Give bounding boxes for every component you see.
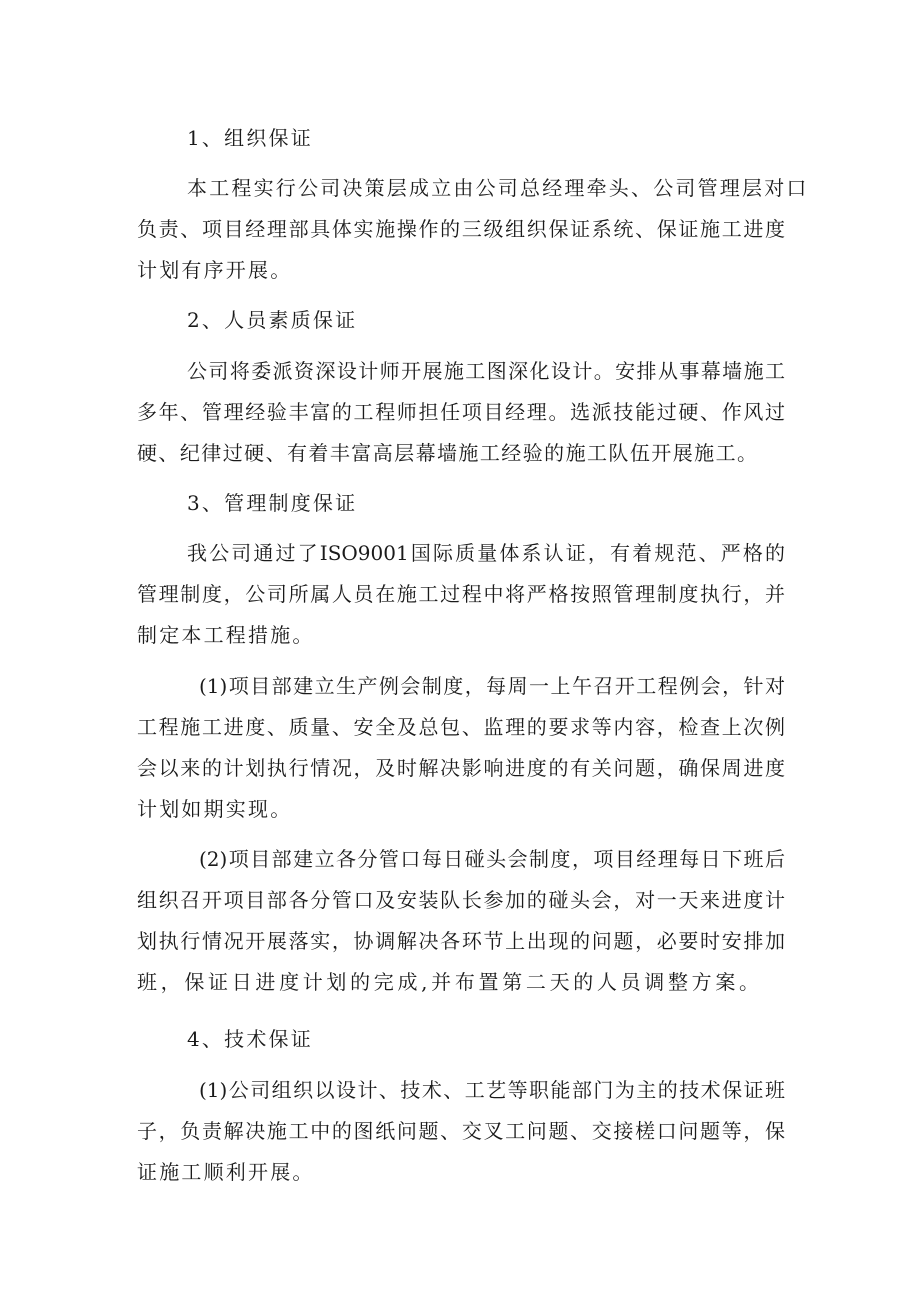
paragraph-line: 多年、管理经验丰富的工程师担任项目经理。选派技能过硬、作风过: [137, 400, 785, 424]
paragraph-line: 我公司通过了ISO9001国际质量体系认证，有着规范、严格的: [187, 541, 785, 565]
list-item-line: 组织召开项目部各分管口及安装队长参加的碰头会，对一天来进度计: [137, 888, 785, 912]
list-item-line: (2)项目部建立各分管口每日碰头会制度，项目经理每日下班后: [199, 847, 785, 871]
list-item-line: 划执行情况开展落实，协调解决各环节上出现的问题，必要时安排加: [137, 929, 785, 953]
list-item-line: (1)项目部建立生产例会制度，每周一上午召开工程例会，针对: [199, 674, 785, 698]
list-item-line: (1)公司组织以设计、技术、工艺等职能部门为主的技术保证班: [199, 1078, 785, 1102]
section-heading-management: 3、管理制度保证: [187, 491, 358, 515]
paragraph-line: 制定本工程措施。: [137, 623, 315, 647]
paragraph-line: 计划有序开展。: [137, 258, 293, 282]
list-item-line: 会以来的计划执行情况，及时解决影响进度的有关问题，确保周进度: [137, 756, 785, 780]
section-heading-organization: 1、组织保证: [187, 126, 313, 150]
paragraph-line: 硬、纪律过硬、有着丰富高层幕墙施工经验的施工队伍开展施工。: [137, 441, 757, 465]
list-item-line: 班，保证日进度计划的完成,并布置第二天的人员调整方案。: [137, 970, 759, 994]
paragraph-line: 负责、项目经理部具体实施操作的三级组织保证系统、保证施工进度: [137, 217, 785, 241]
paragraph-line: 公司将委派资深设计师开展施工图深化设计。安排从事幕墙施工: [187, 359, 785, 383]
section-heading-technical: 4、技术保证: [187, 1027, 313, 1051]
list-item-line: 证施工顺利开展。: [137, 1160, 315, 1184]
list-item-line: 子，负责解决施工中的图纸问题、交叉工问题、交接槎口问题等，保: [137, 1119, 785, 1143]
list-item-line: 工程施工进度、质量、安全及总包、监理的要求等内容，检查上次例: [137, 715, 785, 739]
paragraph-line: 本工程实行公司决策层成立由公司总经理牵头、公司管理层对口: [187, 176, 809, 200]
section-heading-personnel: 2、人员素质保证: [187, 308, 358, 332]
paragraph-line: 管理制度，公司所属人员在施工过程中将严格按照管理制度执行，并: [137, 582, 785, 606]
list-item-line: 计划如期实现。: [137, 797, 293, 821]
